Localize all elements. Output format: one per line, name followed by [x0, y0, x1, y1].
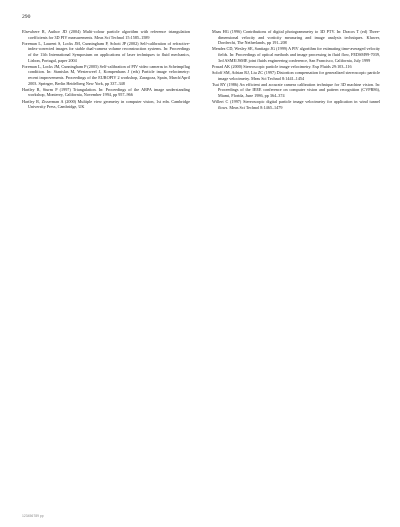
reference-entry: Elsewhere R, Author JD (2004) Multi-colour particle algorithm with reference triangulation coefficients for 3D PIV measurements. Meas Sci Technol 15:1585–1589 [22, 29, 190, 40]
reference-entry: Foreman L, Locks JM, Cunningham P (2005) Self-calibration of PIV video cameras in Scheimpflug condition. In: Stanislas M, Westerweel J, Kompenhans J (eds) Particle image velocimetry: recent improvements. Proceedings of the EUROPIV 2 workshop, Zaragoza, Spain, March/April 2003. Springer, Berlin Heidelberg New York, pp 337–348 [22, 63, 190, 86]
page-number: 290 [22, 14, 31, 20]
footer-note: 123456789 pp [22, 514, 44, 518]
reference-entry: Mendez CD, Wesley SE, Santiago JG (1999) A PIV algorithm for estimating time-averaged velocity fields. In: Proceedings of optical methods and image processing in fluid flow, FEDSM99-7039, 3rd ASME/JSME joint fluids engineering conference, San Francisco, California, July 1999 [212, 46, 380, 63]
reference-entry: Maas HG (1996) Contributions of digital photogrammetry to 3D PTV. In: Dracos T (ed) Three-dimensional velocity and vorticity measuring and image analysis techniques. Kluwer, Dordrecht, The Netherlands, pp 191–208 [212, 29, 380, 46]
reference-entry: Soloff SM, Adrian RJ, Liu ZC (1997) Distortion compensation for generalized stereoscopic particle image velocimetry. Meas Sci Technol 8:1441–1454 [212, 69, 380, 81]
reference-entry: Prasad AK (2000) Stereoscopic particle image velocimetry. Exp Fluids 29:103–116 [212, 63, 352, 69]
reference-entry: Tsai RY (1986) An efficient and accurate camera calibration technique for 3D machine vision. In: Proceedings of the IEEE conference on computer vision and pattern recognition (CVPR86), Miami, Florida, June 1986, pp 364–374 [212, 81, 380, 98]
reference-columns [22, 29, 380, 111]
reference-entry: Hartley R, Zisserman A (2000) Multiple view geometry in computer vision, 1st edn. Cambridge University Press, Cambridge, UK [22, 98, 190, 110]
reference-entry: Foreman L, Laurent S, Locks JM, Cunningham P, Schott JP (2002) Self-calibration of refractive-index-corrected images for stable dual-camera volume reconstruction systems. In: Proceedings of the 11th International Symposium on applications of laser techniques to fluid mechanics, Lisbon, Portugal, paper 2004 [22, 40, 190, 63]
reference-column-left [22, 29, 190, 111]
reference-entry: Willert C (1997) Stereoscopic digital particle image velocimetry for application in wind tunnel flows. Meas Sci Technol 8:1465–1479 [212, 99, 380, 110]
reference-column-right [212, 29, 380, 111]
reference-entry: Hartley R, Sturm P (1997) Triangulation. In: Proceedings of the ARPA image understanding workshop, Monterey, California, November 1994, pp 957–966 [22, 86, 190, 98]
